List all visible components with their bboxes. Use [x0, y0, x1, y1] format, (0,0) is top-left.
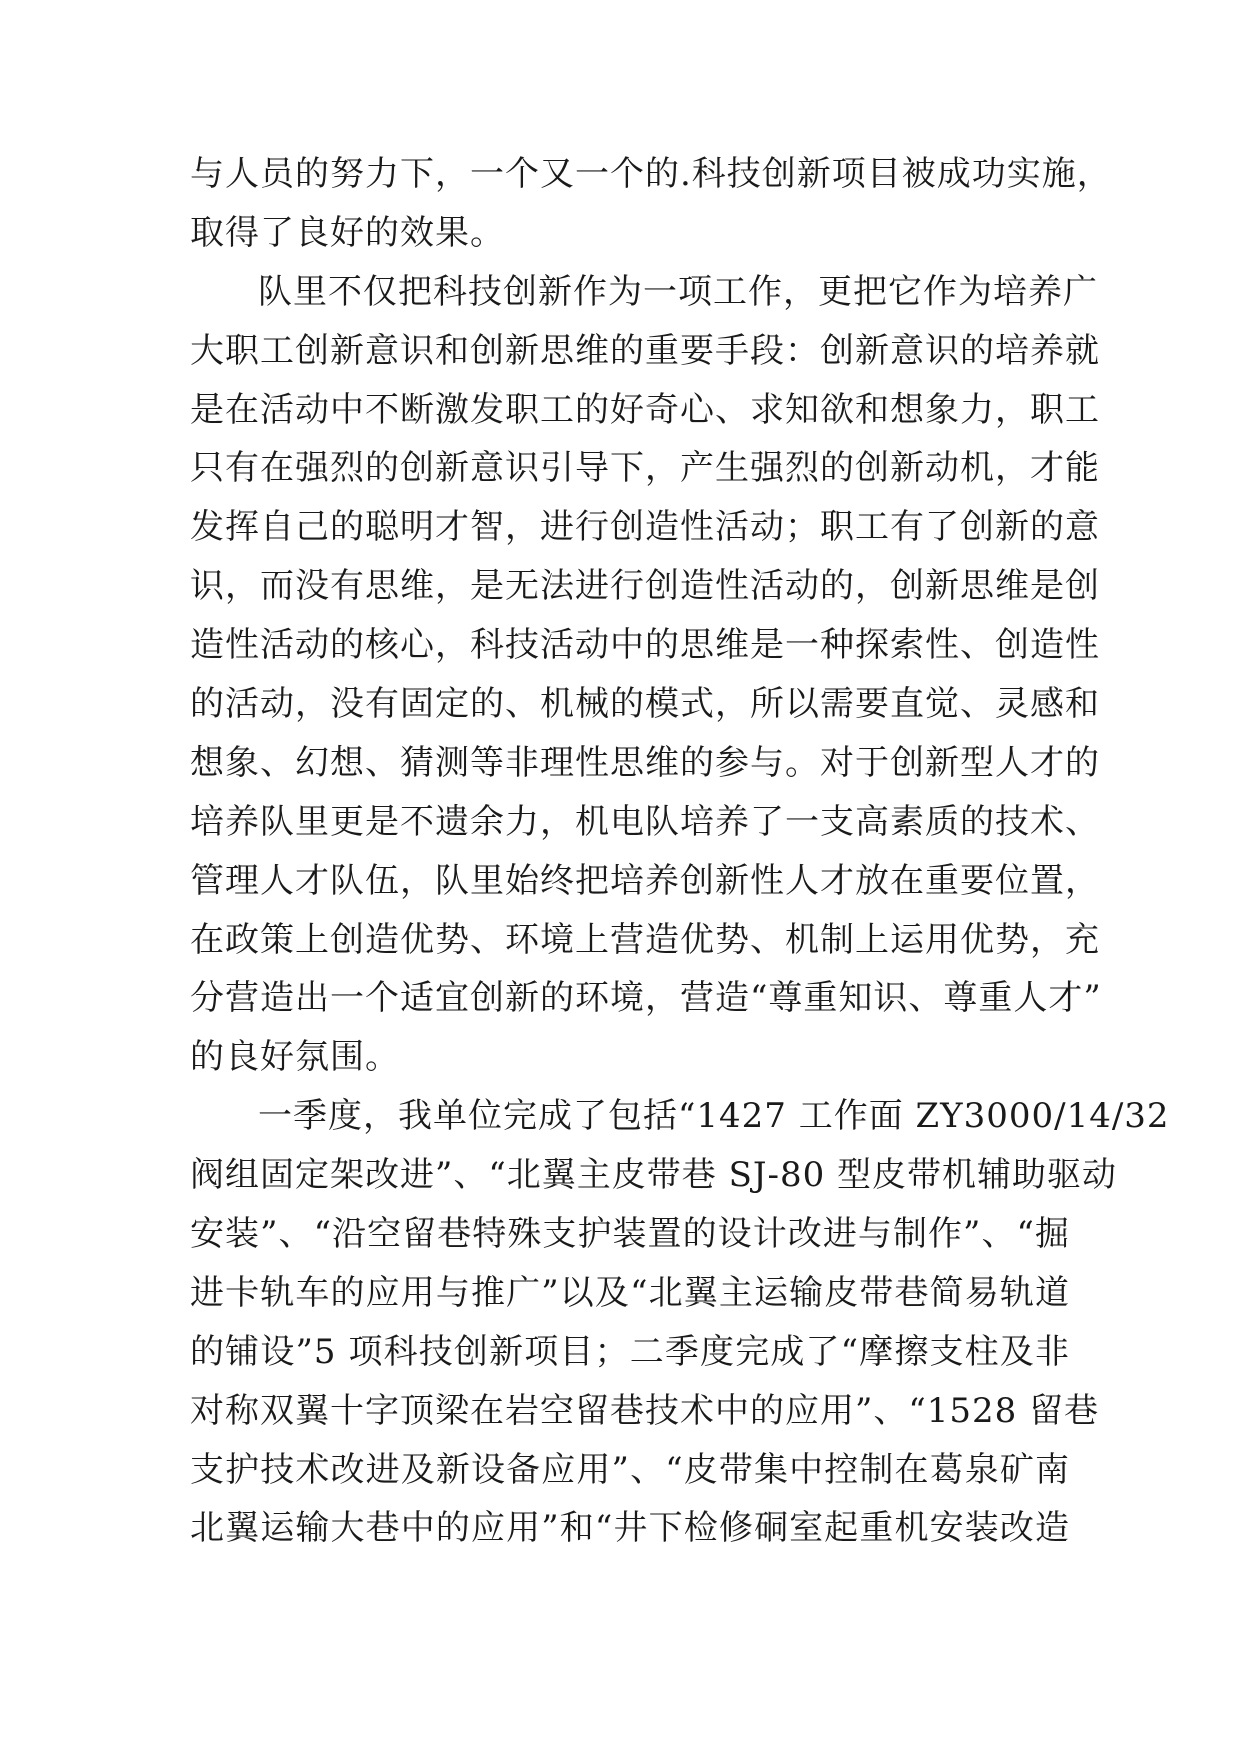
text-line: 支护技术改进及新设备应用”、“皮带集中控制在葛泉矿南: [190, 1449, 1070, 1490]
text-line: 分营造出一个适宜创新的环境，营造“尊重知识、尊重人才”: [190, 978, 1102, 1019]
text-line: 造性活动的核心，科技活动中的思维是一种探索性、创造性: [190, 625, 1100, 666]
text-line: 进卡轨车的应用与推广”以及“北翼主运输皮带巷简易轨道: [190, 1272, 1070, 1313]
text-line: 阀组固定架改进”、“北翼主皮带巷 SJ-80 型皮带机辅助驱动: [190, 1155, 1118, 1196]
text-line: 是在活动中不断激发职工的好奇心、求知欲和想象力，职工: [190, 389, 1100, 430]
text-line: 队里不仅把科技创新作为一项工作，更把它作为培养广: [258, 271, 1098, 312]
text-line: 的良好氛围。: [190, 1037, 400, 1078]
text-line: 发挥自己的聪明才智，进行创造性活动；职工有了创新的意: [190, 507, 1100, 548]
text-line: 安装”、“沿空留巷特殊支护装置的设计改进与制作”、“掘: [190, 1214, 1070, 1255]
paragraph: [190, 1087, 1170, 1558]
paragraph: [190, 263, 1102, 1087]
text-line: 的铺设”5 项科技创新项目；二季度完成了“摩擦支柱及非: [190, 1331, 1070, 1372]
text-line: 对称双翼十字顶梁在岩空留巷技术中的应用”、“1528 留巷: [190, 1390, 1100, 1431]
text-line: 大职工创新意识和创新思维的重要手段：创新意识的培养就: [190, 330, 1100, 371]
text-line: 只有在强烈的创新意识引导下，产生强烈的创新动机，才能: [190, 448, 1100, 489]
text-line: 管理人才队伍，队里始终把培养创新性人才放在重要位置，: [190, 860, 1100, 901]
text-line: 想象、幻想、猜测等非理性思维的参与。对于创新型人才的: [190, 742, 1100, 783]
text-line: 培养队里更是不遗余力，机电队培养了一支高素质的技术、: [190, 801, 1100, 842]
text-line: 识，而没有思维，是无法进行创造性活动的，创新思维是创: [190, 566, 1100, 607]
paragraph: [190, 145, 1112, 263]
text-line: 北翼运输大巷中的应用”和“井下检修硐室起重机安装改造: [190, 1508, 1070, 1549]
text-line: 与人员的努力下，一个又一个的.科技创新项目被成功实施，: [190, 154, 1112, 194]
document-body: [190, 145, 1170, 1558]
text-line: 的活动，没有固定的、机械的模式，所以需要直觉、灵感和: [190, 684, 1100, 725]
text-line: 取得了良好的效果。: [190, 212, 505, 253]
text-line: 一季度，我单位完成了包括“1427 工作面 ZY3000/14/32: [258, 1096, 1170, 1137]
text-line: 在政策上创造优势、环境上营造优势、机制上运用优势，充: [190, 919, 1100, 960]
